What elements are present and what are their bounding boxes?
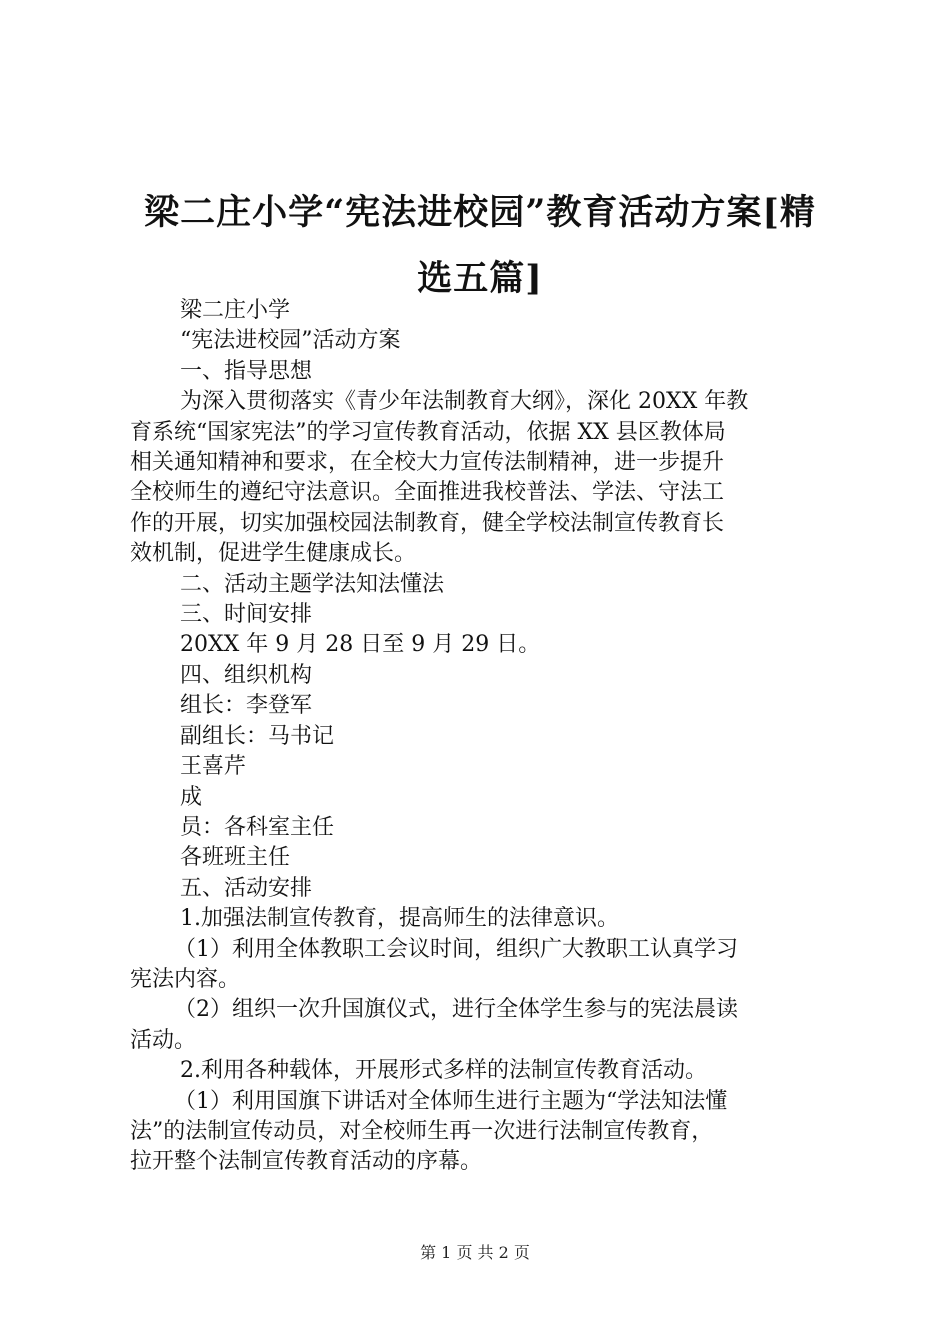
- paragraph-line: 20XX 年 9 月 28 日至 9 月 29 日。: [180, 632, 541, 658]
- paragraph-line: 员：各科室主任: [180, 814, 335, 840]
- paragraph-line: 相关通知精神和要求，在全校大力宣传法制精神，进一步提升: [130, 450, 725, 476]
- paragraph-line: 2.利用各种载体，开展形式多样的法制宣传教育活动。: [180, 1058, 707, 1084]
- paragraph-line: 梁二庄小学: [180, 298, 291, 323]
- paragraph-line: 活动。: [130, 1027, 197, 1053]
- section-heading: 三、时间安排: [180, 602, 313, 628]
- section-heading: 四、组织机构: [180, 662, 313, 688]
- title-line-2: 选五篇]: [417, 258, 543, 299]
- paragraph-line: 育系统“国家宪法”的学习宣传教育活动，依据 XX 县区教体局: [130, 419, 726, 445]
- paragraph-line: 拉开整个法制宣传教育活动的序幕。: [130, 1149, 483, 1175]
- paragraph-line: 1.加强法制宣传教育，提高师生的法律意识。: [180, 906, 619, 932]
- paragraph-line: 王喜芹: [180, 754, 247, 780]
- paragraph-line: （1）利用全体教职工会议时间，组织广大教职工认真学习: [174, 936, 738, 962]
- document-body: [130, 296, 830, 1178]
- paragraph-line: “宪法进校园”活动方案: [180, 328, 401, 354]
- paragraph-line: 效机制，促进学生健康成长。: [130, 541, 417, 567]
- paragraph-line: 全校师生的遵纪守法意识。全面推进我校普法、学法、守法工: [130, 480, 725, 506]
- paragraph-line: 副组长：马书记: [180, 723, 335, 749]
- section-heading: 一、指导思想: [180, 358, 313, 384]
- paragraph-line: 各班班主任: [180, 845, 291, 871]
- section-heading: 二、活动主题学法知法懂法: [180, 571, 445, 597]
- paragraph-line: 法”的法制宣传动员，对全校师生再一次进行法制宣传教育，: [130, 1118, 714, 1144]
- paragraph-line: 作的开展，切实加强校园法制教育，健全学校法制宣传教育长: [130, 510, 725, 536]
- paragraph-line: （2）组织一次升国旗仪式，进行全体学生参与的宪法晨读: [174, 997, 738, 1023]
- page-footer: 第 1 页 共 2 页: [420, 1243, 530, 1262]
- paragraph-line: 组长：李登军: [180, 693, 313, 719]
- title-line-1: 梁二庄小学“宪法进校园”教育活动方案[精: [144, 192, 816, 233]
- paragraph-line: 成: [180, 784, 203, 810]
- section-heading: 五、活动安排: [180, 875, 313, 901]
- paragraph-line: 宪法内容。: [130, 966, 241, 992]
- paragraph-line: 为深入贯彻落实《青少年法制教育大纲》，深化 20XX 年教: [180, 389, 749, 415]
- document-title: [120, 180, 840, 312]
- paragraph-line: （1）利用国旗下讲话对全体师生进行主题为“学法知法懂: [174, 1088, 728, 1114]
